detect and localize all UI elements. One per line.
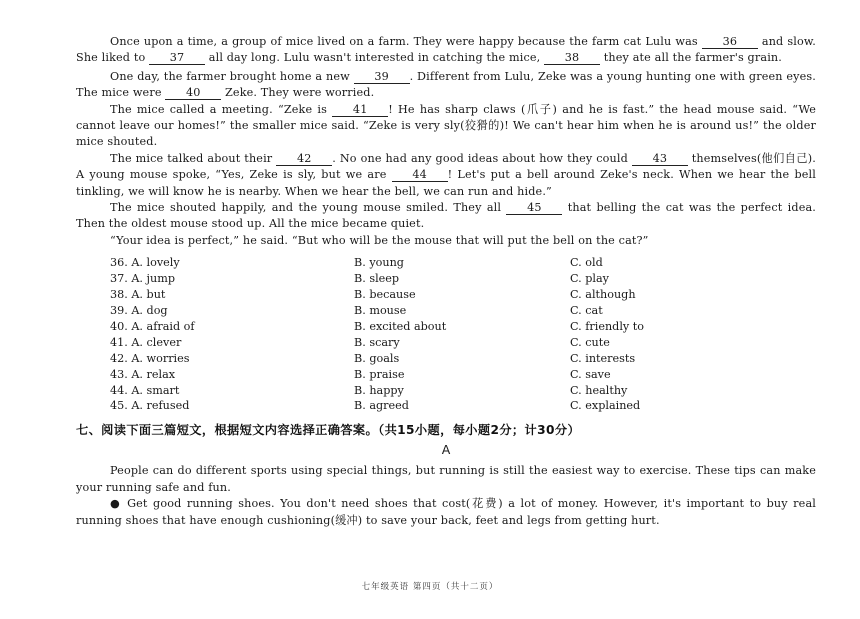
option-b[interactable]: B. sleep <box>354 272 400 286</box>
blank-36[interactable]: 36 <box>702 36 758 49</box>
text-run: themselves(他们自己). A young mouse spoke, “Yes, Zeke is sly, but we are <box>76 151 816 182</box>
option-row-41 <box>76 335 816 351</box>
option-b[interactable]: B. goals <box>354 351 400 365</box>
blank-45[interactable]: 45 <box>506 202 562 215</box>
option-b[interactable]: B. scary <box>354 335 400 349</box>
text-run: ! Let's put a bell around Zeke's neck. When we hear the bell tinkling, we will know he is nearby. When we hear the bell, we can run and hide.” <box>76 168 816 198</box>
passage-letter: A <box>441 442 451 458</box>
text-run: . No one had any good ideas about how they could <box>332 151 632 165</box>
section-heading: 七、阅读下面三篇短文，根据短文内容选择正确答案。（共15小题，每小题2分；计30分） <box>76 423 581 438</box>
blank-42[interactable]: 42 <box>276 153 332 166</box>
passage-paragraph-2 <box>76 69 816 102</box>
option-b[interactable]: B. young <box>354 256 404 270</box>
option-a[interactable]: 45. A. refused <box>110 399 190 413</box>
passage-paragraph-4 <box>76 151 816 200</box>
text-run: that belling the cat was the perfect idea. Then the oldest mouse stood up. All the mice became quiet. <box>76 201 817 231</box>
answer-options <box>76 255 816 414</box>
option-a[interactable]: 39. A. dog <box>110 304 168 317</box>
blank-44[interactable]: 44 <box>392 169 448 182</box>
option-b[interactable]: B. excited about <box>354 319 447 333</box>
passage-paragraph-6: “Your idea is perfect,” he said. “But who will be the mouse that will put the bell on the cat?” <box>110 233 649 247</box>
option-b[interactable]: B. praise <box>354 367 405 381</box>
option-row-42 <box>76 351 816 367</box>
text-run: they ate all the farmer's grain. <box>600 51 782 65</box>
text-run: One day, the farmer brought home a new <box>110 69 354 83</box>
text-run: and slow. She liked to <box>76 35 816 65</box>
option-row-40 <box>76 319 816 335</box>
option-a[interactable]: 40. A. afraid of <box>110 319 195 333</box>
option-b[interactable]: B. happy <box>354 383 404 397</box>
passage-paragraph-1 <box>76 34 816 67</box>
blank-37[interactable]: 37 <box>149 52 205 65</box>
text-run: all day long. Lulu wasn't interested in catching the mice, <box>205 51 545 65</box>
text-run: ! He has sharp claws (爪子) and he is fast.” the head mouse said. “We cannot leave our homes!” the smaller mice said. “Zeke is very sly(狡猾的)! We can't hear him when he is around us!” the older mice shouted. <box>76 102 816 149</box>
option-b[interactable]: B. mouse <box>354 304 407 317</box>
page-footer: 七年级英语 第四页（共十二页） <box>361 582 499 592</box>
blank-39[interactable]: 39 <box>354 71 410 84</box>
option-c[interactable]: C. play <box>570 272 610 286</box>
text-run: . Different from Lulu, Zeke was a young hunting one with green eyes. The mice were <box>76 69 816 100</box>
option-a[interactable]: 37. A. jump <box>110 272 175 286</box>
option-row-37 <box>76 271 816 287</box>
option-c[interactable]: C. save <box>570 367 611 381</box>
option-a[interactable]: 38. A. but <box>110 288 166 302</box>
text-run: The mice shouted happily, and the young mouse smiled. They all <box>110 201 507 215</box>
reading-intro: People can do different sports using special things, but running is still the easiest way to exercise. These tips can make your running safe and fun. <box>76 464 816 494</box>
option-row-45 <box>76 398 816 414</box>
option-c[interactable]: C. cute <box>570 335 610 349</box>
blank-43[interactable]: 43 <box>632 153 688 166</box>
option-a[interactable]: 42. A. worries <box>110 351 190 365</box>
option-row-43 <box>76 367 816 383</box>
option-c[interactable]: C. although <box>570 288 636 302</box>
option-a[interactable]: 44. A. smart <box>110 383 180 397</box>
text-run: The mice called a meeting. “Zeke is <box>110 102 333 116</box>
blank-40[interactable]: 40 <box>165 87 221 100</box>
option-c[interactable]: C. cat <box>570 304 603 317</box>
text-run: The mice talked about their <box>110 151 277 165</box>
text-run: Once upon a time, a group of mice lived on a farm. They were happy because the farm cat Lulu was <box>110 35 702 48</box>
option-row-38 <box>76 287 816 303</box>
option-row-39 <box>76 303 816 319</box>
option-b[interactable]: B. agreed <box>354 399 409 413</box>
option-c[interactable]: C. old <box>570 256 603 270</box>
reading-tip-1: ● Get good running shoes. You don't need shoes that cost(花费) a lot of money. However, it's important to buy real running shoes that have enough cushioning(缓冲) to save your back, feet and legs from getting hurt. <box>76 497 816 527</box>
passage-paragraph-5 <box>76 200 816 233</box>
option-a[interactable]: 36. A. lovely <box>110 256 180 270</box>
text-run: Zeke. They were worried. <box>221 86 375 100</box>
blank-41[interactable]: 41 <box>332 104 388 117</box>
option-c[interactable]: C. interests <box>570 351 636 365</box>
option-b[interactable]: B. because <box>354 288 416 302</box>
option-row-36 <box>76 255 816 271</box>
option-c[interactable]: C. explained <box>570 399 641 413</box>
option-c[interactable]: C. friendly to <box>570 319 645 333</box>
blank-38[interactable]: 38 <box>544 52 600 65</box>
option-a[interactable]: 41. A. clever <box>110 335 182 349</box>
option-c[interactable]: C. healthy <box>570 383 628 397</box>
passage-paragraph-3 <box>76 102 816 151</box>
option-a[interactable]: 43. A. relax <box>110 367 176 381</box>
option-row-44 <box>76 383 816 399</box>
